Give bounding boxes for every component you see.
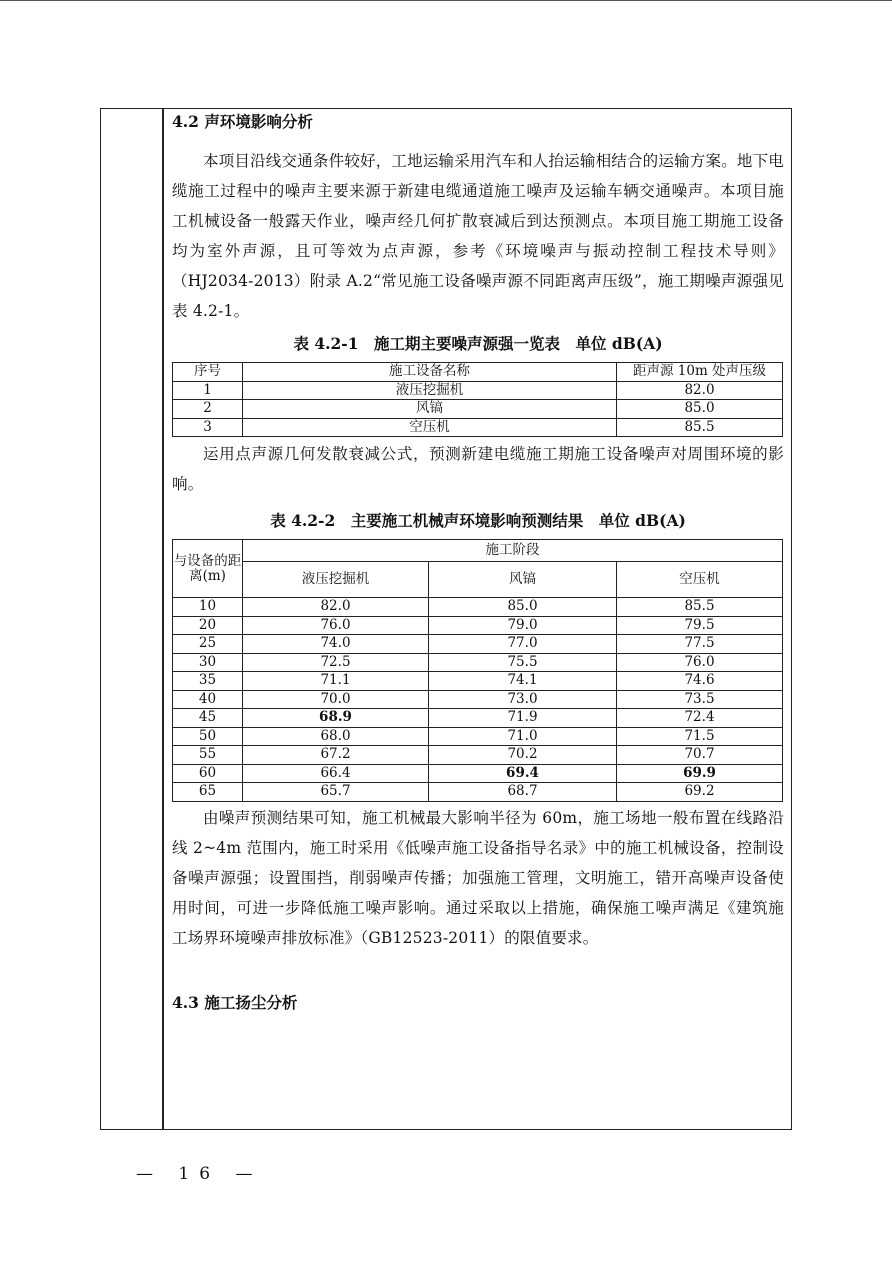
page-number: — 16 — bbox=[136, 1164, 263, 1184]
table-cell: 85.0 bbox=[429, 598, 617, 617]
frame-divider bbox=[162, 108, 164, 1130]
bold-value: 69.4 bbox=[506, 764, 539, 781]
table-header-row bbox=[173, 540, 783, 562]
table-cell: 30 bbox=[173, 653, 243, 672]
table-row bbox=[173, 727, 783, 746]
table-cell: 85.0 bbox=[617, 400, 783, 419]
table-row bbox=[173, 598, 783, 617]
table-cell: 2 bbox=[173, 400, 243, 419]
table-cell: 67.2 bbox=[243, 746, 429, 765]
header-distance: 与设备的距离(m) bbox=[173, 540, 243, 598]
header-stage: 施工阶段 bbox=[243, 540, 783, 562]
table-cell: 71.0 bbox=[429, 727, 617, 746]
table-cell: 68.7 bbox=[429, 783, 617, 802]
table-cell: 71.1 bbox=[243, 672, 429, 691]
table-row bbox=[173, 400, 783, 419]
table-row bbox=[173, 635, 783, 654]
section-heading-4-3: 4.3 施工扬尘分析 bbox=[172, 992, 298, 1012]
bold-value: 69.9 bbox=[683, 764, 716, 781]
table-cell: 77.5 bbox=[617, 635, 783, 654]
table-row bbox=[173, 783, 783, 802]
table-row bbox=[173, 381, 783, 400]
table-cell: 74.6 bbox=[617, 672, 783, 691]
table-cell: 66.4 bbox=[243, 764, 429, 783]
bold-value: 68.9 bbox=[319, 709, 352, 725]
table-row bbox=[173, 418, 783, 437]
table-cell: 79.5 bbox=[617, 616, 783, 635]
table-4-2-2-caption: 表 4.2-2 主要施工机械声环境影响预测结果 单位 dB(A) bbox=[270, 511, 686, 530]
table-cell: 3 bbox=[173, 418, 243, 437]
header-air-compressor: 空压机 bbox=[617, 562, 783, 598]
table-cell: 68.0 bbox=[243, 727, 429, 746]
table-4-2-1-caption: 表 4.2-1 施工期主要噪声源强一览表 单位 dB(A) bbox=[293, 334, 663, 353]
table-cell: 空压机 bbox=[243, 418, 617, 437]
table-cell: 77.0 bbox=[429, 635, 617, 654]
table-cell: 76.0 bbox=[617, 653, 783, 672]
table-cell: 69.2 bbox=[617, 783, 783, 802]
header-pneumatic-pick: 风镐 bbox=[429, 562, 617, 598]
table-cell: 65 bbox=[173, 783, 243, 802]
header-level: 距声源 10m 处声压级 bbox=[617, 363, 783, 382]
table-cell: 55 bbox=[173, 746, 243, 765]
table-cell: 70.2 bbox=[429, 746, 617, 765]
table-row bbox=[173, 690, 783, 709]
table-cell: 72.5 bbox=[243, 653, 429, 672]
table-cell: 25 bbox=[173, 635, 243, 654]
table-4-2-1 bbox=[172, 362, 783, 437]
table-row bbox=[173, 672, 783, 691]
table-cell: 82.0 bbox=[617, 381, 783, 400]
table-cell: 75.5 bbox=[429, 653, 617, 672]
table-cell: 40 bbox=[173, 690, 243, 709]
table-cell: 风镐 bbox=[243, 400, 617, 419]
table-cell-highlight bbox=[243, 709, 429, 728]
paragraph-1: 本项目沿线交通条件较好，工地运输采用汽车和人抬运输相结合的运输方案。地下电缆施工过程中的噪声主要来源于新建电缆通道施工噪声及运输车辆交通噪声。本项目施工机械设备一般露天作业，噪声经几何扩散衰减后到达预测点。本项目施工期施工设备均为室外声源，且可等效为点声源，参考《环境噪声与振动控制工程技术导则》（HJ2034-2013）附录 A.2“常见施工设备噪声源不同距离声压级”，施工期噪声源强见表 4.2-1。 bbox=[172, 152, 784, 320]
table-row bbox=[173, 653, 783, 672]
table-row bbox=[173, 764, 783, 783]
table-cell: 74.1 bbox=[429, 672, 617, 691]
header-index: 序号 bbox=[173, 363, 243, 382]
header-equipment: 施工设备名称 bbox=[243, 363, 617, 382]
table-cell: 85.5 bbox=[617, 598, 783, 617]
table-cell: 71.9 bbox=[429, 709, 617, 728]
table-cell: 79.0 bbox=[429, 616, 617, 635]
table-header-row bbox=[173, 562, 783, 598]
table-cell: 10 bbox=[173, 598, 243, 617]
table-cell: 74.0 bbox=[243, 635, 429, 654]
table-cell-highlight bbox=[617, 764, 783, 783]
table-cell: 85.5 bbox=[617, 418, 783, 437]
table-cell: 45 bbox=[173, 709, 243, 728]
top-rule bbox=[0, 0, 892, 1]
table-cell: 73.5 bbox=[617, 690, 783, 709]
table-cell: 72.4 bbox=[617, 709, 783, 728]
table-row bbox=[173, 709, 783, 728]
table-row bbox=[173, 746, 783, 765]
header-excavator: 液压挖掘机 bbox=[243, 562, 429, 598]
table-cell: 73.0 bbox=[429, 690, 617, 709]
table-cell: 70.7 bbox=[617, 746, 783, 765]
table-cell: 70.0 bbox=[243, 690, 429, 709]
table-cell: 液压挖掘机 bbox=[243, 381, 617, 400]
table-cell: 60 bbox=[173, 764, 243, 783]
paragraph-3: 由噪声预测结果可知，施工机械最大影响半径为 60m，施工场地一般布置在线路沿线 2~4m 范围内，施工时采用《低噪声施工设备指导名录》中的施工机械设备，控制设备噪声源强；设置围挡，削弱噪声传播；加强施工管理，文明施工，错开高噪声设备使用时间，可进一步降低施工噪声影响。通过采取以上措施，确保施工噪声满足《建筑施工场界环境噪声排放标准》（GB12523-2011）的限值要求。 bbox=[172, 808, 784, 947]
table-cell: 76.0 bbox=[243, 616, 429, 635]
table-cell: 35 bbox=[173, 672, 243, 691]
table-row bbox=[173, 616, 783, 635]
table-cell: 82.0 bbox=[243, 598, 429, 617]
table-cell: 1 bbox=[173, 381, 243, 400]
table-cell: 20 bbox=[173, 616, 243, 635]
section-heading-4-2: 4.2 声环境影响分析 bbox=[172, 112, 313, 131]
table-cell: 50 bbox=[173, 727, 243, 746]
table-cell: 71.5 bbox=[617, 727, 783, 746]
table-cell: 65.7 bbox=[243, 783, 429, 802]
table-header-row bbox=[173, 363, 783, 382]
main-content bbox=[172, 110, 784, 1015]
table-cell-highlight bbox=[429, 764, 617, 783]
paragraph-2: 运用点声源几何发散衰减公式，预测新建电缆施工期施工设备噪声对周围环境的影响。 bbox=[172, 445, 784, 493]
table-4-2-2 bbox=[172, 539, 783, 802]
